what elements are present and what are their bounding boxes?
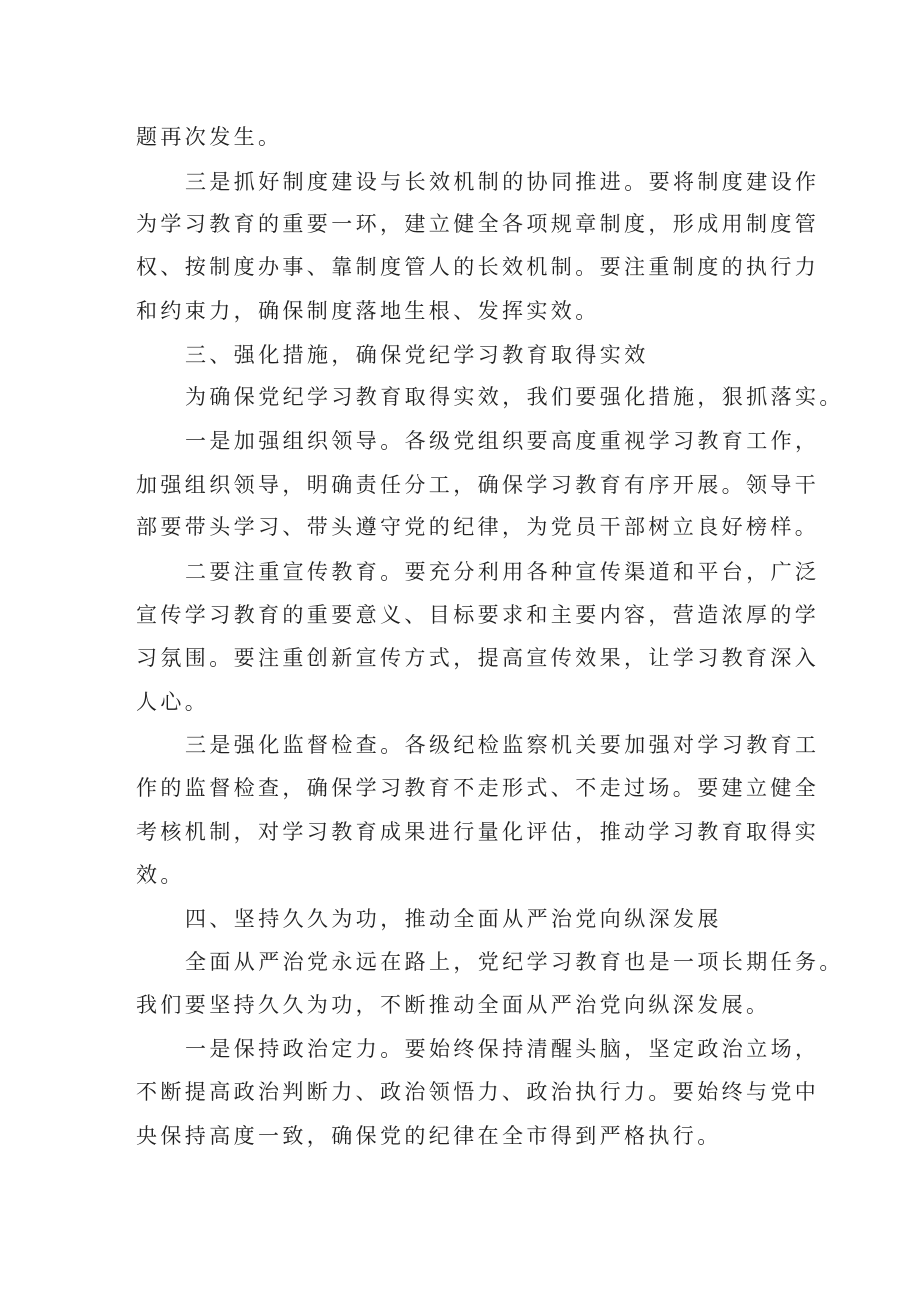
text-line: 和约束力，确保制度落地生根、发挥实效。 xyxy=(136,299,600,323)
text-line: 考核机制，对学习教育成果进行量化评估，推动学习教育取得实 xyxy=(136,820,820,844)
text-line: 作的监督检查，确保学习教育不走形式、不走过场。要建立健全 xyxy=(136,776,820,800)
text-line: 不断提高政治判断力、政治领悟力、政治执行力。要始终与党中 xyxy=(136,1080,820,1104)
text-line: 题再次发生。 xyxy=(136,125,283,149)
text-line: 一是保持政治定力。要始终保持清醒头脑，坚定政治立场， xyxy=(185,1037,820,1061)
text-line: 部要带头学习、带头遵守党的纪律，为党员干部树立良好榜样。 xyxy=(136,515,820,539)
text-line: 效。 xyxy=(136,863,185,887)
text-line: 加强组织领导，明确责任分工，确保学习教育有序开展。领导干 xyxy=(136,473,820,497)
text-line: 二要注重宣传教育。要充分利用各种宣传渠道和平台，广泛 xyxy=(185,560,820,584)
text-line: 权、按制度办事、靠制度管人的长效机制。要注重制度的执行力 xyxy=(136,255,820,279)
text-line: 一是加强组织领导。各级党组织要高度重视学习教育工作， xyxy=(185,429,820,453)
text-line: 人心。 xyxy=(136,690,210,714)
text-line: 习氛围。要注重创新宣传方式，提高宣传效果，让学习教育深入 xyxy=(136,646,820,670)
text-line: 我们要坚持久久为功，不断推动全面从严治党向纵深发展。 xyxy=(136,993,771,1017)
section-heading: 四、坚持久久为功，推动全面从严治党向纵深发展 xyxy=(185,907,722,931)
text-line: 为学习教育的重要一环，建立健全各项规章制度，形成用制度管 xyxy=(136,212,820,236)
text-line: 全面从严治党永远在路上，党纪学习教育也是一项长期任务。 xyxy=(185,950,844,974)
section-heading: 三、强化措施，确保党纪学习教育取得实效 xyxy=(185,343,649,367)
text-line: 宣传学习教育的重要意义、目标要求和主要内容，营造浓厚的学 xyxy=(136,603,820,627)
text-line: 三是强化监督检查。各级纪检监察机关要加强对学习教育工 xyxy=(185,733,820,757)
text-line: 央保持高度一致，确保党的纪律在全市得到严格执行。 xyxy=(136,1124,722,1148)
text-line: 为确保党纪学习教育取得实效，我们要强化措施，狠抓落实。 xyxy=(185,385,844,409)
text-line: 三是抓好制度建设与长效机制的协同推进。要将制度建设作 xyxy=(185,170,820,194)
